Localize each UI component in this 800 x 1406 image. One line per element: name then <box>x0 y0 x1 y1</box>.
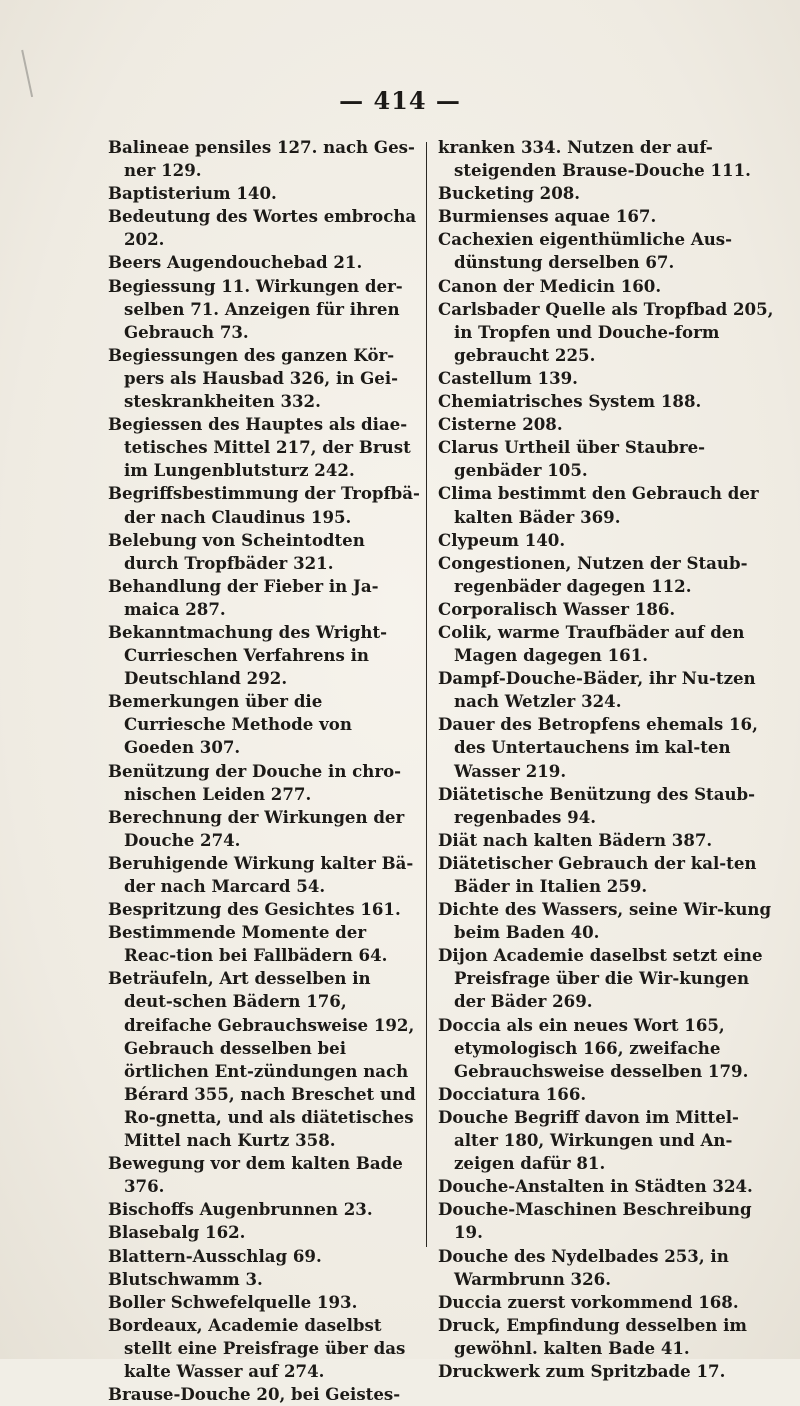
index-entry: Diät nach kalten Bädern 387. <box>438 829 713 850</box>
index-entry: Blutschwamm 3. <box>108 1268 263 1289</box>
index-entry: Begiessen des Hauptes als diae-tetisches Mittel 217, der Brust im Lungenblutsturz 242. <box>108 414 411 481</box>
index-entry: Balineae pensiles 127. nach Ges-ner 129. <box>108 137 415 181</box>
index-entry: Dampf-Douche-Bäder, ihr Nu-tzen nach Wetzler 324. <box>438 668 756 712</box>
index-entry: Bewegung vor dem kalten Bade 376. <box>108 1153 403 1197</box>
index-entry: Benützung der Douche in chro-nischen Leiden 277. <box>108 760 402 804</box>
index-entry: Beruhigende Wirkung kalter Bä-der nach Marcard 54. <box>108 852 414 896</box>
index-entry: Beträufeln, Art desselben in deut-schen Bädern 176, dreifache Gebrauchsweise 192, Gebrauch desselben bei örtlichen Ent-zündungen nach Bérard 355, nach Breschet und Ro-gnetta, und als diätetisches Mittel nach Kurtz 358. <box>108 968 416 1151</box>
index-column-right <box>438 136 776 1383</box>
index-entry: Chemiatrisches System 188. <box>438 391 702 412</box>
index-entry: Dauer des Betropfens ehemals 16, des Untertauchens im kal-ten Wasser 219. <box>438 714 758 781</box>
index-entry: Clarus Urtheil über Staubre-genbäder 105. <box>438 437 706 481</box>
index-entry: Douche des Nydelbades 253, in Warmbrunn 326. <box>438 1245 729 1289</box>
column-divider <box>426 142 427 1247</box>
index-entry: Behandlung der Fieber in Ja-maica 287. <box>108 575 379 619</box>
index-entry: Begiessungen des ganzen Kör-pers als Hausbad 326, in Gei-steskrankheiten 332. <box>108 344 399 412</box>
index-entry: Boller Schwefelquelle 193. <box>108 1291 358 1312</box>
index-entry: Corporalisch Wasser 186. <box>438 598 676 619</box>
index-entry: Docciatura 166. <box>438 1083 587 1104</box>
index-entry: Bekanntmachung des Wright-Currieschen Verfahrens in Deutschland 292. <box>108 621 388 689</box>
index-entry: Colik, warme Traufbäder auf den Magen dagegen 161. <box>438 621 745 666</box>
index-entry: Douche-Anstalten in Städten 324. <box>438 1176 753 1197</box>
index-entry: Clima bestimmt den Gebrauch der kalten Bäder 369. <box>438 483 759 527</box>
index-entry: Castellum 139. <box>438 367 578 388</box>
index-entry: Druckwerk zum Spritzbade 17. <box>438 1360 726 1381</box>
index-entry: Diätetischer Gebrauch der kal-ten Bäder in Italien 259. <box>438 852 757 896</box>
index-entry: Burmienses aquae 167. <box>438 206 657 227</box>
index-entry: Cachexien eigenthümliche Aus-dünstung derselben 67. <box>438 229 732 273</box>
index-entry: Blasebalg 162. <box>108 1222 246 1243</box>
index-entry: Blattern-Ausschlag 69. <box>108 1245 322 1266</box>
index-entry: Bestimmende Momente der Reac-tion bei Fallbädern 64. <box>108 922 388 966</box>
index-entry: Carlsbader Quelle als Tropfbad 205, in Tropfen und Douche-form gebraucht 225. <box>438 298 774 365</box>
index-entry: Druck, Empfindung desselben im gewöhnl. kalten Bade 41. <box>438 1314 747 1358</box>
index-entry: Dijon Academie daselbst setzt eine Preisfrage über die Wir-kungen der Bäder 269. <box>438 945 763 1012</box>
index-entry: kranken 334. Nutzen der auf-steigenden Brause-Douche 111. <box>438 137 751 181</box>
index-entry: Diätetische Benützung des Staub-regenbades 94. <box>438 783 756 827</box>
index-entry: Cisterne 208. <box>438 414 563 435</box>
index-entry: Bordeaux, Academie daselbst stellt eine Preisfrage über das kalte Wasser auf 274. <box>108 1314 406 1381</box>
index-entry: Douche-Maschinen Beschreibung 19. <box>438 1199 752 1243</box>
index-entry: Congestionen, Nutzen der Staub-regenbäder dagegen 112. <box>438 552 748 596</box>
index-entry: Bucketing 208. <box>438 183 581 204</box>
index-entry: Baptisterium 140. <box>108 183 277 204</box>
index-entry: Bespritzung des Gesichtes 161. <box>108 899 401 920</box>
index-entry: Canon der Medicin 160. <box>438 275 662 296</box>
index-entry: Douche Begriff davon im Mittel-alter 180, Wirkungen und An-zeigen dafür 81. <box>438 1106 739 1174</box>
index-entry: Duccia zuerst vorkommend 168. <box>438 1291 739 1312</box>
index-entry: Berechnung der Wirkungen der Douche 274. <box>108 806 405 850</box>
index-column-left <box>108 136 420 1406</box>
index-entry: Begriffsbestimmung der Tropfbä-der nach Claudinus 195. <box>108 483 420 527</box>
index-entry: Dichte des Wassers, seine Wir-kung beim Baden 40. <box>438 899 772 943</box>
index-entry: Bedeutung des Wortes embrocha 202. <box>108 206 417 250</box>
index-entry: Bischoffs Augenbrunnen 23. <box>108 1199 373 1220</box>
index-entry: Bemerkungen über die Curriesche Methode von Goeden 307. <box>108 691 352 758</box>
index-entry: Doccia als ein neues Wort 165, etymologisch 166, zweifache Gebrauchsweise desselben 179. <box>438 1014 749 1081</box>
page-number: — 414 — <box>339 86 461 115</box>
index-entry: Belebung von Scheintodten durch Tropfbäder 321. <box>108 529 365 573</box>
index-entry: Brause-Douche 20, bei Geistes- <box>108 1384 401 1405</box>
index-entry: Beers Augendouchebad 21. <box>108 252 363 273</box>
index-entry: Begiessung 11. Wirkungen der-selben 71. Anzeigen für ihren Gebrauch 73. <box>108 275 403 342</box>
index-entry: Clypeum 140. <box>438 529 566 550</box>
